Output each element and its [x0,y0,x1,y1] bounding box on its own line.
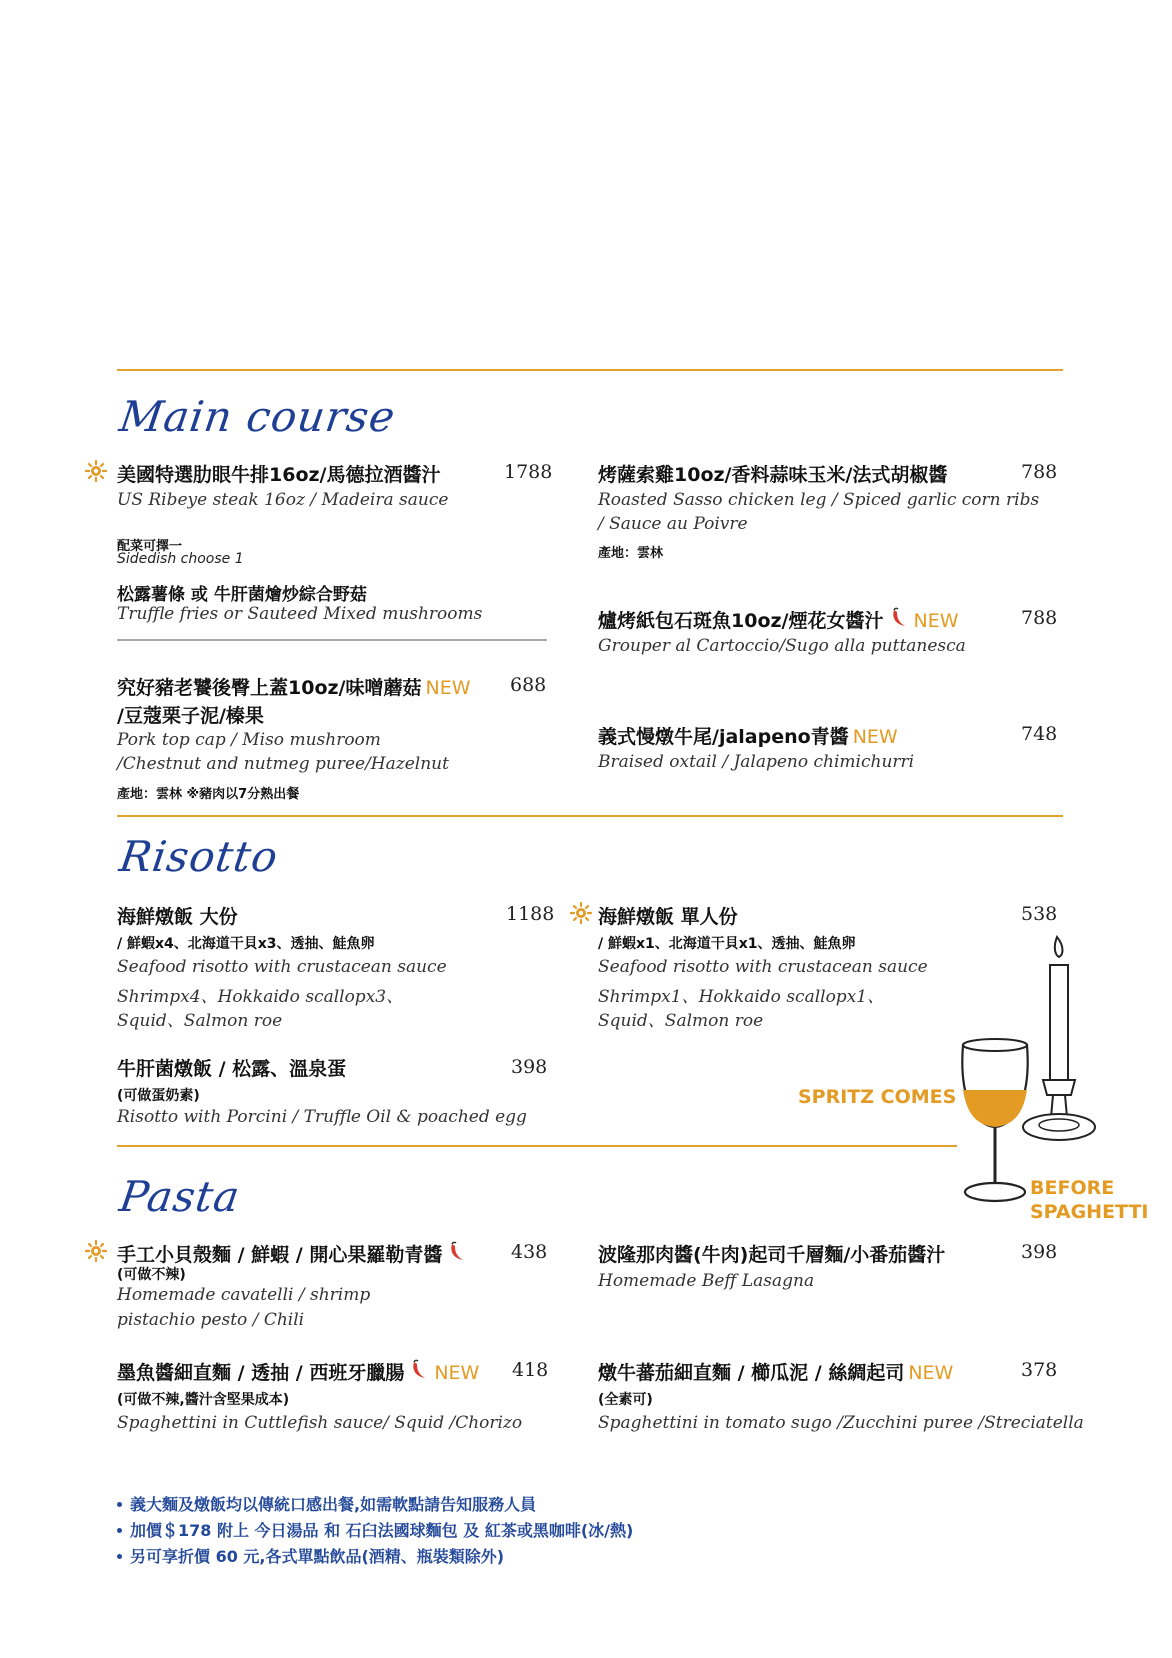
item-cavatelli-en-line1: Homemade cavatelli / shrimp [117,1285,371,1305]
before-caption-line2: SPAGHETTI [1030,1201,1149,1223]
footer-note-2: 加價＄178 附上 今日湯品 和 石臼法國球麵包 及 紅茶或黑咖啡(冰/熱) [117,1518,633,1541]
item-porcini-price: 398 [511,1056,548,1078]
item-cavatelli-price: 438 [511,1241,548,1263]
item-seafood-single-title: 海鮮燉飯 單人份 [598,906,738,928]
top-divider [117,369,1063,371]
item-seafood-large-detail: / 鮮蝦x4、北海道干貝x3、透抽、鮭魚卵 [117,936,375,952]
item-cavatelli-en-line2: pistachio pesto / Chili [117,1310,305,1330]
item-seafood-large-en-line2: Shrimpx4、Hokkaido scallopx3、 [117,987,404,1007]
section-title-main: Main course [116,392,399,441]
sun-badge-icon [85,460,107,482]
item-chicken-en-line1: Roasted Sasso chicken leg / Spiced garlic corn ribs [598,490,1040,510]
item-seafood-single-en-line1: Seafood risotto with crustacean sauce [598,957,928,977]
item-pork-price: 688 [510,674,547,696]
item-squid-ink-note: (可做不辣,醬汁含堅果成本) [117,1392,290,1408]
item-seafood-single-price: 538 [1021,903,1058,925]
spritz-caption: SPRITZ COMES [798,1086,957,1108]
item-ribeye-price: 1788 [504,461,553,483]
footer-note-3: 另可享折價 60 元,各式單點飲品(酒精、瓶裝類除外) [117,1544,504,1567]
section-title-pasta: Pasta [116,1172,244,1221]
item-seafood-single-en-line3: Squid、Salmon roe [598,1011,764,1031]
wine-glass-icon [955,1035,1035,1215]
item-ribeye-side-options-en: Truffle fries or Sauteed Mixed mushrooms [117,604,483,624]
item-cavatelli-note: (可做不辣) [117,1267,186,1283]
item-seafood-single-en-line2: Shrimpx1、Hokkaido scallopx1、 [598,987,885,1007]
item-tomato-title: 燉牛蕃茄細直麵 / 櫛瓜泥 / 絲綢起司 NEW [598,1362,954,1384]
item-grouper-en: Grouper al Cartoccio/Sugo alla puttanesca [598,636,966,656]
item-porcini-title: 牛肝菌燉飯 / 松露、溫泉蛋 [117,1058,347,1080]
item-chicken-note: 產地：雲林 [598,546,664,561]
chili-icon [446,1241,468,1263]
item-porcini-en: Risotto with Porcini / Truffle Oil & poached egg [117,1107,527,1127]
new-badge: NEW [913,610,959,632]
item-chicken-title: 烤薩索雞10oz/香料蒜味玉米/法式胡椒醬 [598,464,948,486]
item-pork-en-line1: Pork top cap / Miso mushroom [117,730,381,750]
new-badge: NEW [852,726,898,748]
item-seafood-large-en-line3: Squid、Salmon roe [117,1011,283,1031]
sun-badge-icon [85,1240,107,1262]
item-lasagna-en: Homemade Beff Lasagna [598,1271,815,1291]
chili-icon [408,1359,430,1381]
item-seafood-large-price: 1188 [506,903,555,925]
item-pork-en-line2: /Chestnut and nutmeg puree/Hazelnut [117,754,449,774]
item-oxtail-price: 748 [1021,723,1058,745]
item-ribeye-side-en: Sidedish choose 1 [117,551,244,567]
item-cavatelli-title: 手工小貝殼麵 / 鮮蝦 / 開心果羅勒青醬 [117,1240,468,1267]
item-squid-ink-price: 418 [512,1359,549,1381]
item-chicken-price: 788 [1021,461,1058,483]
item-ribeye-en: US Ribeye steak 16oz / Madeira sauce [117,490,449,510]
item-lasagna-price: 398 [1021,1241,1058,1263]
before-caption-line1: BEFORE [1030,1177,1115,1199]
new-badge: NEW [908,1362,954,1384]
section-title-risotto: Risotto [116,832,282,881]
item-grouper-price: 788 [1021,607,1058,629]
item-chicken-en-line2: / Sauce au Poivre [598,514,748,534]
ribeye-divider [117,639,547,641]
new-badge: NEW [425,677,471,699]
risotto-divider [117,1145,957,1147]
sun-badge-icon [570,902,592,924]
footer-note-1: 義大麵及燉飯均以傳統口感出餐,如需軟點請告知服務人員 [117,1492,536,1515]
item-pork-title-line2: /豆蔻栗子泥/榛果 [117,705,264,727]
item-pork-note: 產地：雲林 ※豬肉以7分熟出餐 [117,787,300,802]
item-squid-ink-title: 墨魚醬細直麵 / 透抽 / 西班牙臘腸 NEW [117,1358,479,1385]
item-squid-ink-en: Spaghettini in Cuttlefish sauce/ Squid /Chorizo [117,1413,523,1433]
main-divider [117,815,1063,817]
item-tomato-note: (全素可) [598,1392,653,1408]
item-ribeye-title: 美國特選肋眼牛排16oz/馬德拉酒醬汁 [117,464,441,486]
item-lasagna-title: 波隆那肉醬(牛肉)起司千層麵/小番茄醬汁 [598,1244,946,1266]
item-pork-title-line1: 究好豬老饕後臀上蓋10oz/味噌蘑菇 NEW [117,677,471,699]
item-ribeye-side-options-zh: 松露薯條 或 牛肝菌燴炒綜合野菇 [117,585,367,605]
item-porcini-note: (可做蛋奶素) [117,1088,200,1104]
new-badge: NEW [434,1362,480,1384]
item-grouper-title: 爐烤紙包石斑魚10oz/煙花女醬汁 NEW [598,606,959,633]
item-tomato-price: 378 [1021,1359,1058,1381]
item-tomato-en: Spaghettini in tomato sugo /Zucchini puree /Streciatella [598,1413,1084,1433]
item-seafood-large-title: 海鮮燉飯 大份 [117,906,238,928]
item-seafood-large-en-line1: Seafood risotto with crustacean sauce [117,957,447,977]
item-oxtail-en: Braised oxtail / Jalapeno chimichurri [598,752,915,772]
item-seafood-single-detail: / 鮮蝦x1、北海道干貝x1、透抽、鮭魚卵 [598,936,856,952]
chili-icon [888,607,910,629]
item-ribeye-side-zh: 配菜可擇一 [117,539,183,554]
item-oxtail-title: 義式慢燉牛尾/jalapeno青醬 NEW [598,726,898,748]
